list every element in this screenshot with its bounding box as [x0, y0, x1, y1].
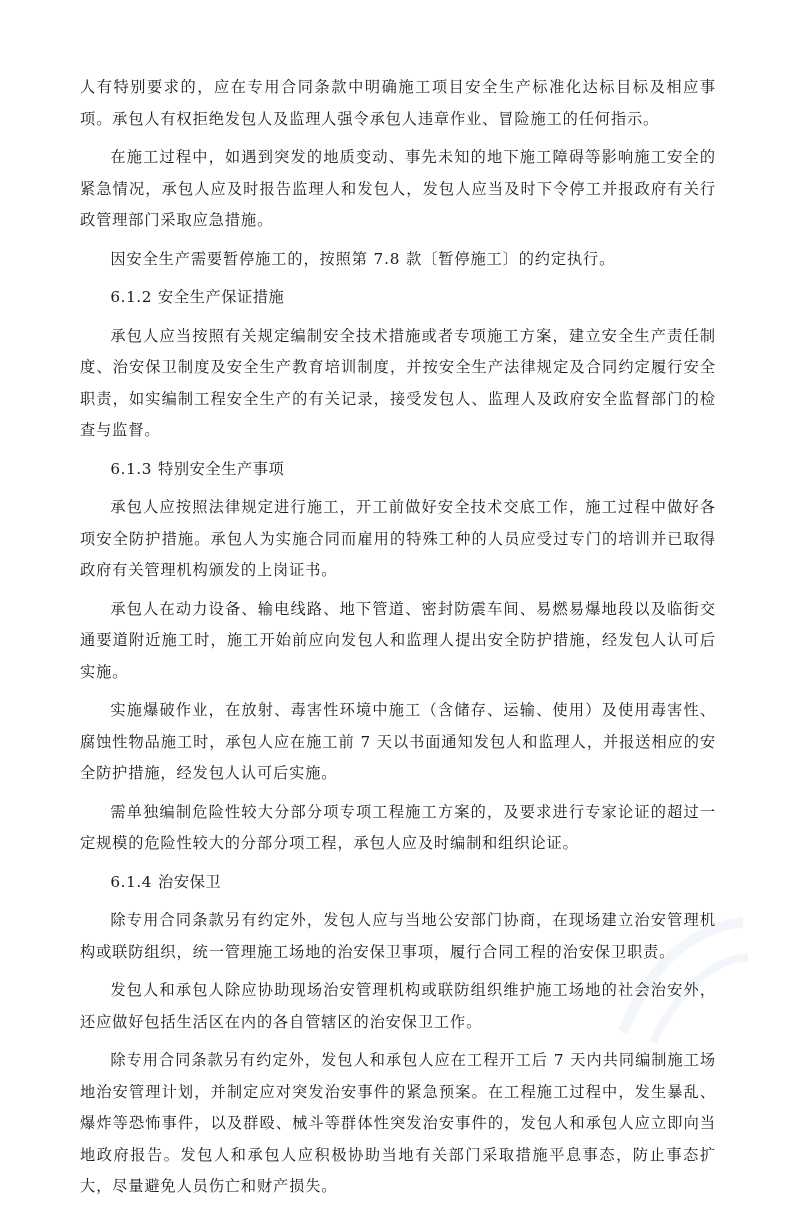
watermark-graphic: [603, 912, 753, 1052]
section-number: 6.1.3: [110, 459, 153, 478]
section-heading-6-1-4: [80, 867, 716, 899]
section-title: 治安保卫: [158, 872, 222, 891]
section-number: 6.1.2: [110, 288, 153, 306]
section-title: 安全生产保证措施: [158, 288, 285, 306]
section-number: 6.1.4: [110, 872, 153, 891]
section-heading-6-1-3: [80, 454, 716, 486]
paragraph: 发包人和承包人除应协助现场治安管理机构或联防组织维护施工场地的社会治安外，还应做好包括生活区在内的各自管辖区的治安保卫工作。: [80, 981, 716, 1031]
paragraph: 除专用合同条款另有约定外，发包人应与当地公安部门协商，在现场建立治安管理机构或联防组织，统一管理施工场地的治安保卫事项，履行合同工程的治安保卫职责。: [80, 911, 716, 961]
paragraph: 除专用合同条款另有约定外，发包人和承包人应在工程开工后 7 天内共同编制施工场地治安管理计划，并制定应对突发治安事件的紧急预案。在工程施工过程中，发生暴乱、爆炸等恐怖事件，以及群殴、械斗等群体性突发治安事件的，发包人和承包人应立即向当地政府报告。发包人和承包人应积极协助当地有关部门采取措施平息事态，防止事态扩大，尽量避免人员伤亡和财产损失。: [80, 1051, 716, 1195]
paragraph: 因安全生产需要暂停施工的，按照第 7.8 款〔暂停施工〕的约定执行。: [110, 249, 616, 268]
paragraph: 实施爆破作业，在放射、毒害性环境中施工（含储存、运输、使用）及使用毒害性、腐蚀性物品施工时，承包人应在施工前 7 天以书面通知发包人和监理人，并报送相应的安全防护措施，经发包人认可后实施。: [80, 701, 716, 782]
paragraph: 承包人应按照法律规定进行施工，开工前做好安全技术交底工作，施工过程中做好各项安全防护措施。承包人为实施合同而雇用的特殊工种的人员应受过专门的培训并已取得政府有关管理机构颁发的上岗证书。: [80, 498, 716, 579]
paragraph: 承包人在动力设备、输电线路、地下管道、密封防震车间、易燃易爆地段以及临街交通要道附近施工时，施工开始前应向发包人和监理人提出安全防护措施，经发包人认可后实施。: [80, 599, 716, 681]
section-title: 特别安全生产事项: [158, 459, 285, 478]
paragraph: 在施工过程中，如遇到突发的地质变动、事先未知的地下施工障碍等影响施工安全的紧急情况，承包人应及时报告监理人和发包人，发包人应当及时下令停工并报政府有关行政管理部门采取应急措施。: [80, 148, 716, 229]
section-heading-6-1-2: [80, 282, 716, 314]
paragraph: 承包人应当按照有关规定编制安全技术措施或者专项施工方案，建立安全生产责任制度、治安保卫制度及安全生产教育培训制度，并按安全生产法律规定及合同约定履行安全职责，如实编制工程安全生产的有关记录，接受发包人、监理人及政府安全监督部门的检查与监督。: [80, 326, 716, 439]
paragraph: 需单独编制危险性较大分部分项专项工程施工方案的，及要求进行专家论证的超过一定规模的危险性较大的分部分项工程，承包人应及时编制和组织论证。: [80, 802, 716, 852]
paragraph: 人有特别要求的，应在专用合同条款中明确施工项目安全生产标准化达标目标及相应事项。承包人有权拒绝发包人及监理人强令承包人违章作业、冒险施工的任何指示。: [80, 78, 716, 128]
